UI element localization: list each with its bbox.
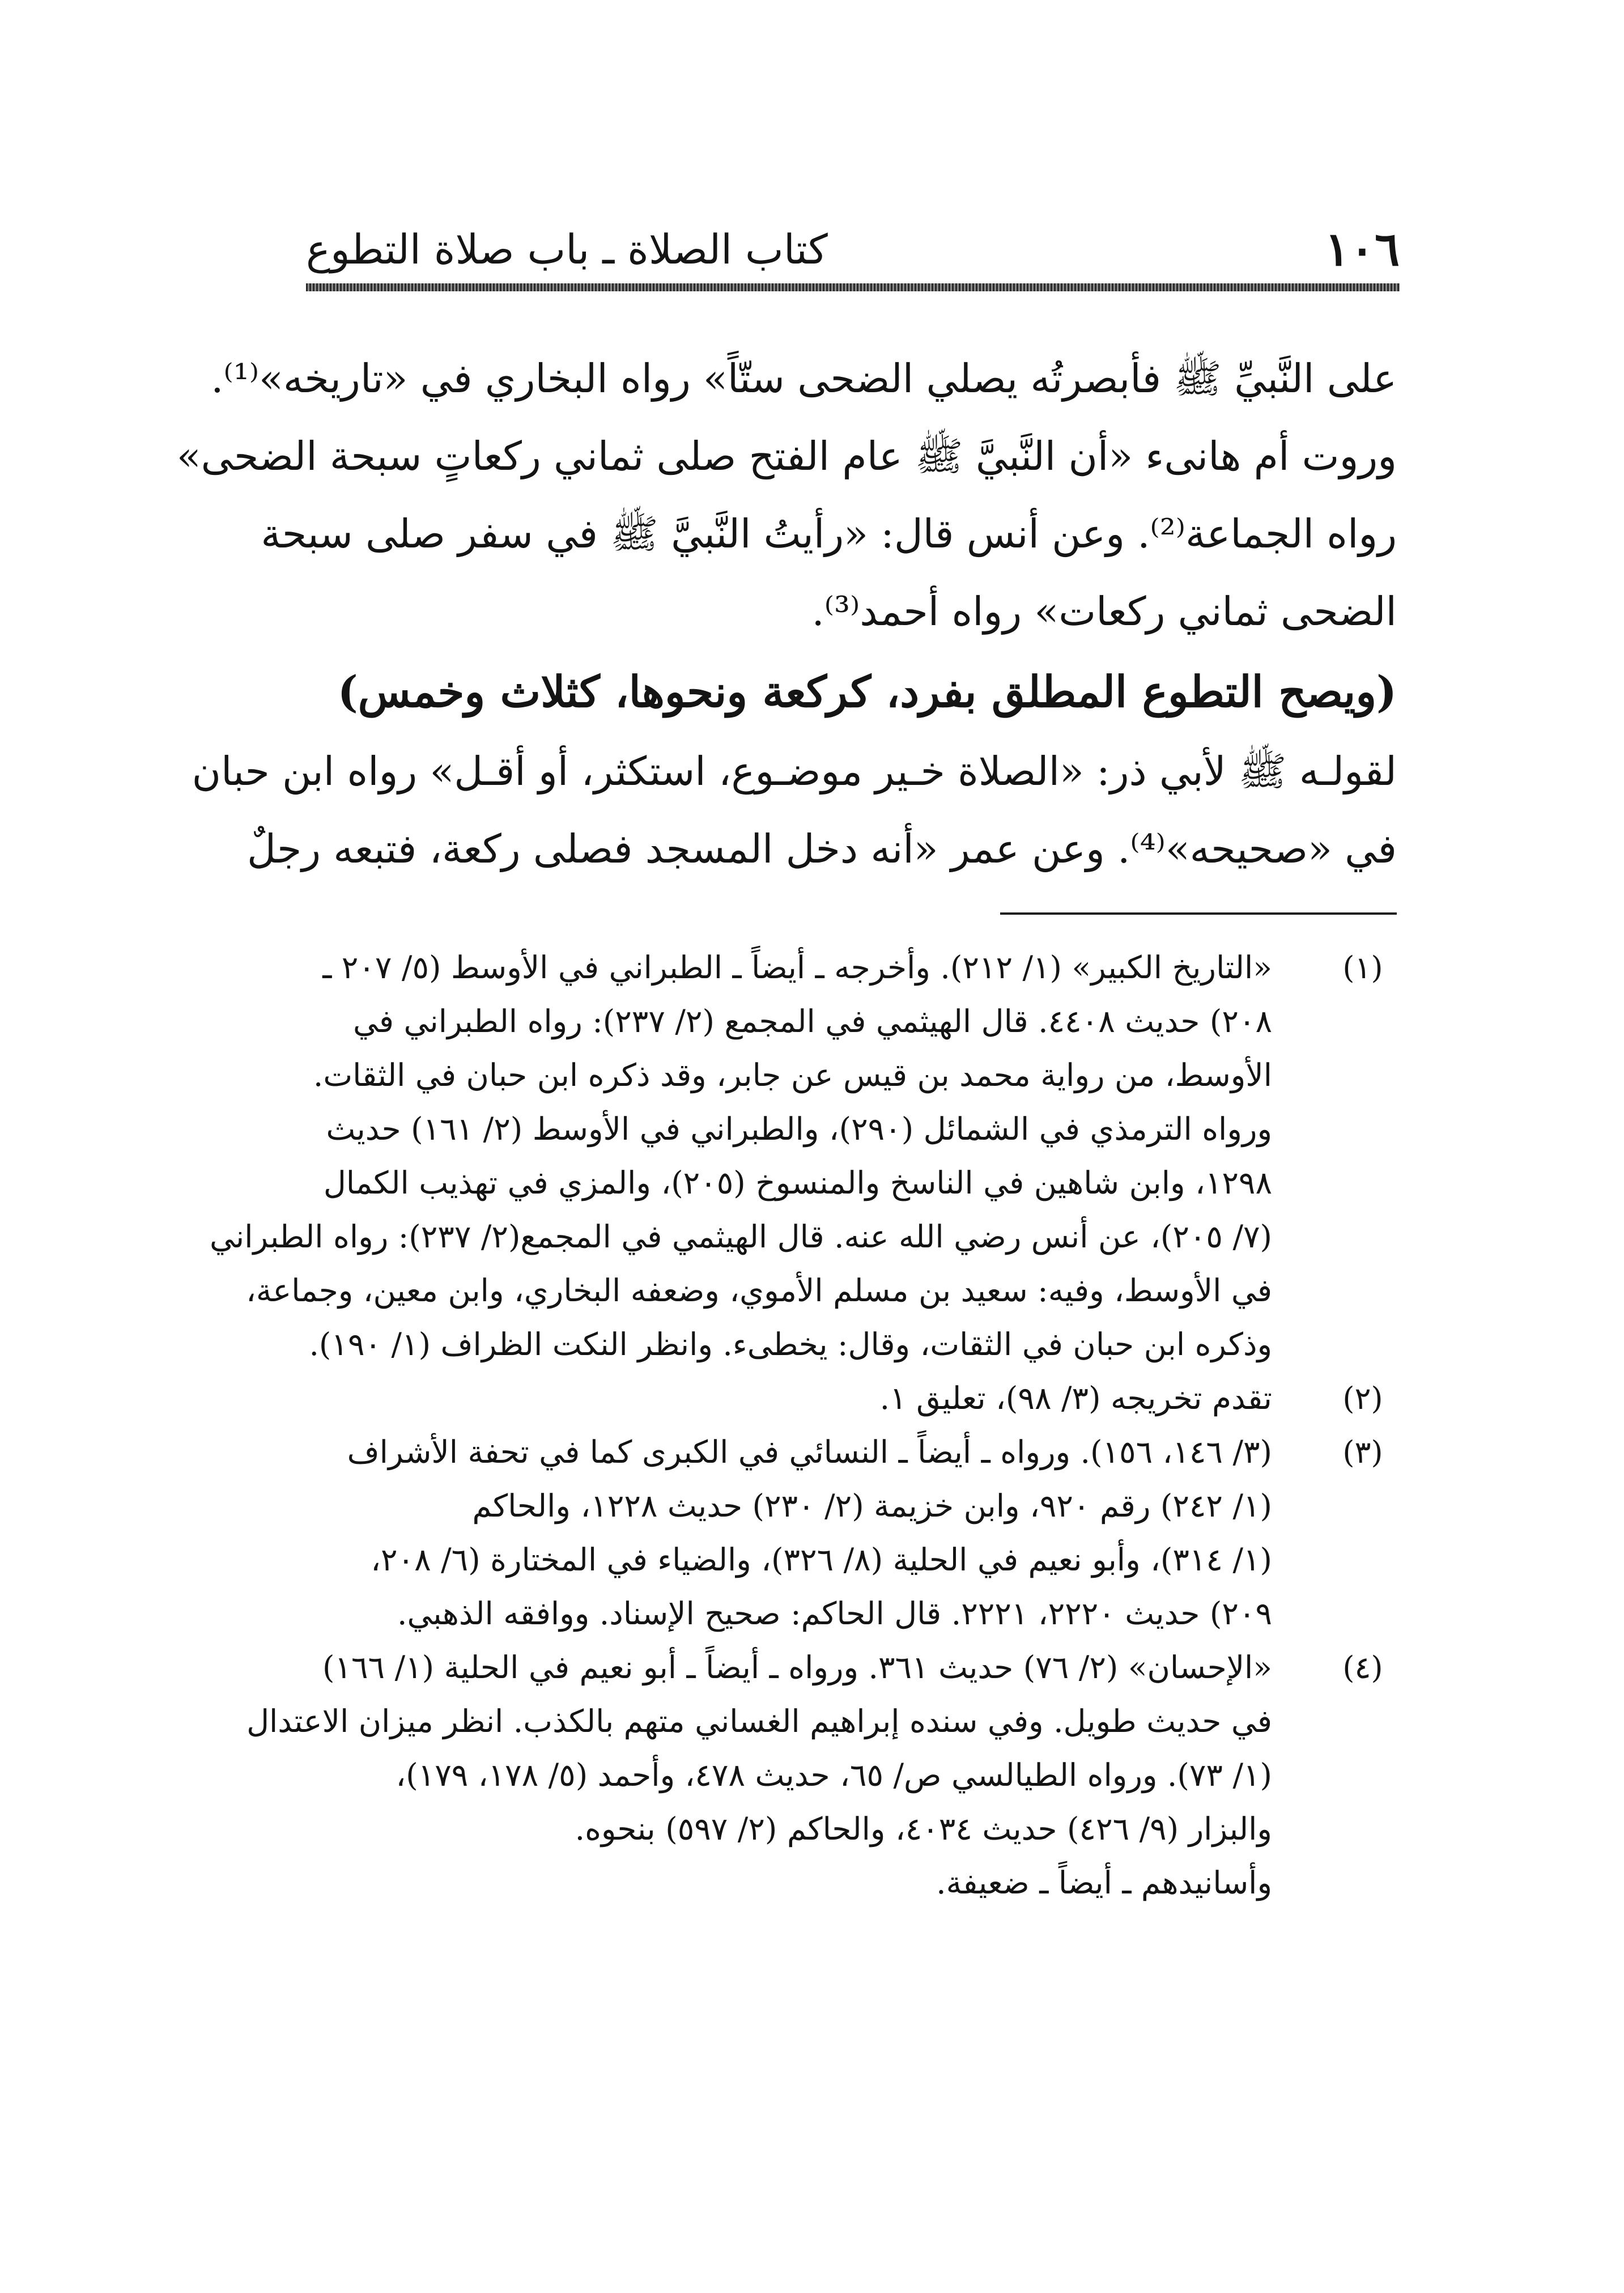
footnote-number: (٢)	[1342, 1381, 1383, 1416]
footnote-line: (٣/ ١٤٦، ١٥٦). ورواه ـ أيضاً ـ النسائي في الكبرى كما في تحفة الأشراف	[347, 1434, 1272, 1470]
body-line: على النَّبيِّ ﷺ فأبصرتُه يصلي الضحى ستّاً» رواه البخاري في «تاريخه»⁽¹⁾.	[211, 355, 1397, 402]
footnote-line: (١/ ٢٤٢) رقم ٩٢٠، وابن خزيمة (٢/ ٢٣٠) حديث ١٢٢٨، والحاكم	[472, 1488, 1272, 1524]
page-header	[306, 218, 1400, 281]
body-line: الضحى ثماني ركعات» رواه أحمد⁽³⁾.	[811, 588, 1397, 635]
footnote-2	[309, 1371, 1397, 1425]
footnote-line: وذكره ابن حبان في الثقات، وقال: يخطىء. وانظر النكت الظراف (١/ ١٩٠).	[309, 1326, 1272, 1362]
footnote-number: (٤)	[1342, 1650, 1383, 1685]
footnote-line: «التاريخ الكبير» (١/ ٢١٢). وأخرجه ـ أيضاً ـ الطبراني في الأوسط (٥/ ٢٠٧ ـ	[322, 949, 1272, 986]
footnote-4	[246, 1641, 1397, 1910]
footnote-line: ورواه الترمذي في الشمائل (٢٩٠)، والطبراني في الأوسط (٢/ ١٦١) حديث	[326, 1111, 1272, 1147]
footnote-1	[210, 941, 1397, 1371]
footnote-line: «الإحسان» (٢/ ٧٦) حديث ٣٦١. ورواه ـ أيضاً ـ أبو نعيم في الحلية (١/ ١٦٦)	[322, 1649, 1272, 1685]
footnote-separator	[1000, 912, 1397, 915]
main-text	[176, 340, 1397, 888]
footnote-line: تقدم تخريجه (٣/ ٩٨)، تعليق ١.	[879, 1380, 1272, 1416]
body-line: لقولـه ﷺ لأبي ذر: «الصلاة خـير موضـوع، استكثر، أو أقـل» رواه ابن حبان	[192, 748, 1397, 795]
footnote-line: في حديث طويل. وفي سنده إبراهيم الغساني متهم بالكذب. انظر ميزان الاعتدال	[246, 1703, 1272, 1739]
body-line: وروت أم هانىء «أن النَّبيَّ ﷺ عام الفتح صلى ثماني ركعاتٍ سبحة الضحى»	[176, 433, 1397, 479]
footnote-line: في الأوسط، وفيه: سعيد بن مسلم الأموي، وضعفه البخاري، وابن معين، وجماعة،	[246, 1272, 1272, 1309]
footnote-line: ٢٠٨) حديث ٤٤٠٨. قال الهيثمي في المجمع (٢/ ٢٣٧): رواه الطبراني في	[352, 1003, 1272, 1039]
footnote-line: والبزار (٩/ ٤٢٦) حديث ٤٠٣٤، والحاكم (٢/ ٥٩٧) بنحوه.	[575, 1811, 1272, 1847]
body-line: رواه الجماعة⁽²⁾. وعن أنس قال: «رأيتُ النَّبيَّ ﷺ في سفر صلى سبحة	[261, 511, 1397, 557]
page-number: ١٠٦	[1324, 222, 1400, 277]
footnote-3	[309, 1425, 1397, 1641]
footnote-line: الأوسط، من رواية محمد بن قيس عن جابر، وقد ذكره ابن حبان في الثقات.	[313, 1057, 1272, 1093]
footnote-line: (١/ ٧٣). ورواه الطيالسي ص/ ٦٥، حديث ٤٧٨، وأحمد (٥/ ١٧٨، ١٧٩)،	[396, 1757, 1272, 1793]
footnote-line: وأسانيدهم ـ أيضاً ـ ضعيفة.	[936, 1865, 1272, 1901]
footnote-line: ١٢٩٨، وابن شاهين في الناسخ والمنسوخ (٢٠٥)، والمزي في تهذيب الكمال	[323, 1165, 1272, 1201]
header-rule	[306, 283, 1400, 291]
footnotes	[210, 941, 1397, 1910]
running-title: كتاب الصلاة ـ باب صلاة التطوع	[306, 226, 828, 273]
footnote-line: ٢٠٩) حديث ٢٢٢٠، ٢٢٢١. قال الحاكم: صحيح الإسناد. ووافقه الذهبي.	[397, 1595, 1272, 1632]
footnote-number: (٣)	[1342, 1434, 1383, 1470]
footnote-line: (١/ ٣١٤)، وأبو نعيم في الحلية (٨/ ٣٢٦)، والضياء في المختارة (٦/ ٢٠٨،	[371, 1542, 1272, 1578]
body-line: في «صحيحه»⁽⁴⁾. وعن عمر «أنه دخل المسجد فصلى ركعة، فتبعه رجلٌ	[246, 826, 1397, 872]
footnote-number: (١)	[1342, 950, 1383, 986]
section-heading: (ويصح التطوع المطلق بفرد، كركعة ونحوها، كثلاث وخمس)	[337, 666, 1397, 717]
footnote-line: (٧/ ٢٠٥)، عن أنس رضي الله عنه. قال الهيثمي في المجمع(٢/ ٢٣٧): رواه الطبراني	[210, 1218, 1272, 1255]
